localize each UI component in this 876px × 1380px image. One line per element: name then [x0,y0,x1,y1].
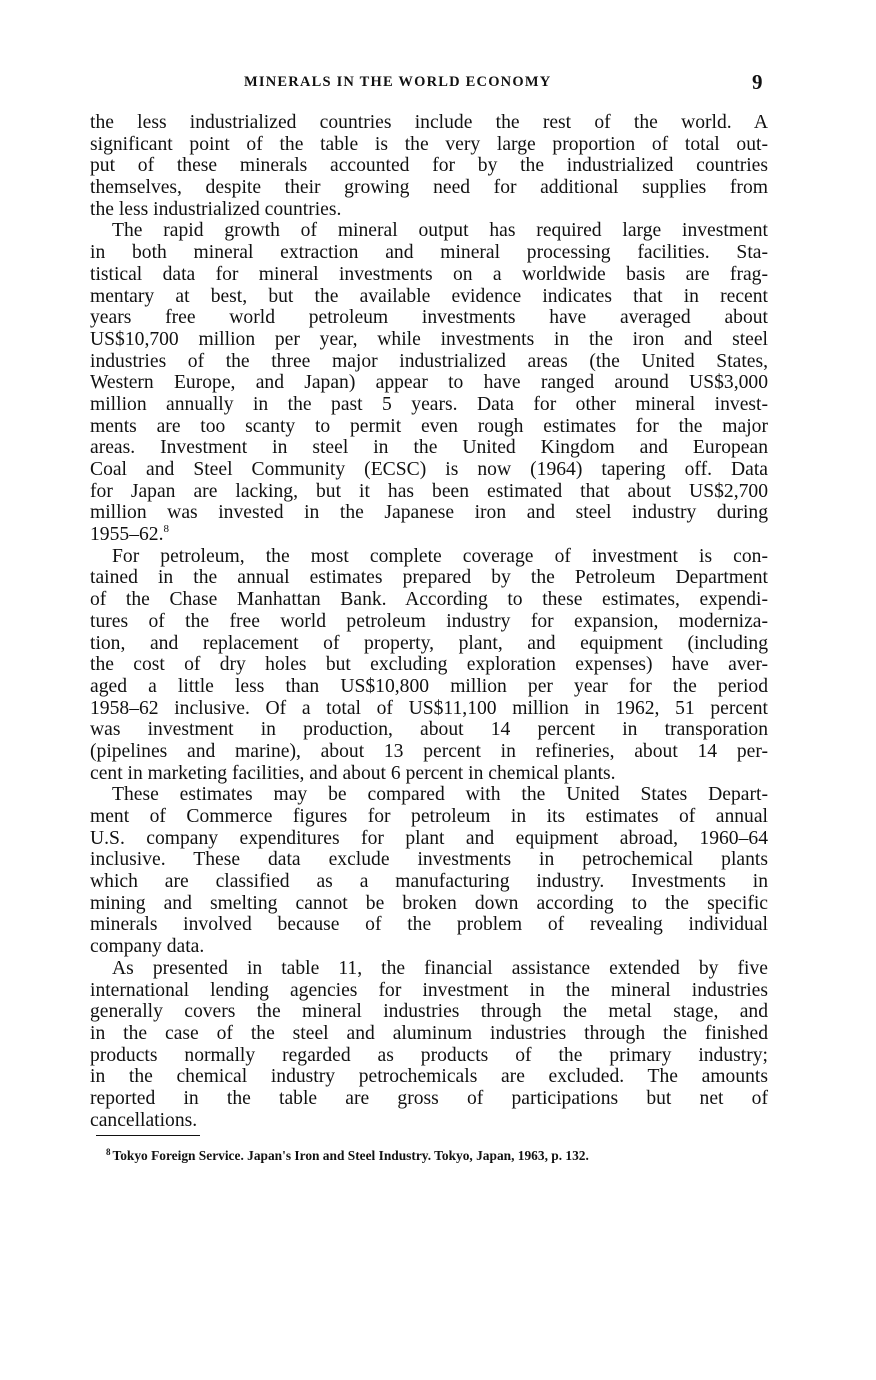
running-title: MINERALS IN THE WORLD ECONOMY [244,74,552,90]
text-line: was investment in production, about 14 percent in transporation [90,719,768,741]
text-line [90,524,768,546]
footnote-reference: 8 [163,523,169,536]
text-line: US$10,700 million per year, while investments in the iron and steel [90,328,768,350]
text-line: tion, and replacement of property, plant, and equipment (including [90,632,768,654]
footnote [106,1142,772,1166]
paragraph [90,220,768,545]
running-header [0,70,876,94]
text-line: For petroleum, the most complete coverage of investment is con- [112,545,768,567]
text-line: international lending agencies for investment in the mineral industries [90,979,768,1001]
paragraph [90,546,768,785]
text-line: aged a little less than US$10,800 million per year for the period [90,675,768,697]
text-line: These estimates may be compared with the United States Depart- [112,784,768,806]
text-line: reported in the table are gross of participations but net of [90,1087,768,1109]
text-line: for Japan are lacking, but it has been estimated that about US$2,700 [90,480,768,502]
text-line: cent in marketing facilities, and about 6 percent in chemical plants. [90,762,616,784]
body-text [90,112,768,1131]
paragraph [90,784,768,958]
text-line: mentary at best, but the available evidence indicates that in recent [90,285,768,307]
text-line: themselves, despite their growing need for additional supplies from [90,177,768,199]
text-line: mining and smelting cannot be broken down according to the specific [90,892,768,914]
page-number: 9 [752,70,763,94]
text-line: tures of the free world petroleum industry for expansion, moderniza- [90,610,768,632]
footnote-mark: 8 [106,1147,111,1157]
text-line: inclusive. These data exclude investments in petrochemical plants [90,849,768,871]
text-line: in the case of the steel and aluminum industries through the finished [90,1022,768,1044]
paragraph [90,112,768,220]
text-line: ment of Commerce figures for petroleum in its estimates of annual [90,806,768,827]
text-line: areas. Investment in steel in the United Kingdom and European [90,437,768,459]
text-line: the cost of dry holes but excluding exploration expenses) have aver- [90,654,768,676]
text-line: the less industrialized countries. [90,198,342,220]
text-line: in the chemical industry petrochemicals are excluded. The amounts [90,1066,768,1088]
text-line: million was invested in the Japanese iron and steel industry during [90,502,768,524]
footnote-divider [96,1135,200,1136]
text-line: which are classified as a manufacturing industry. Investments in [90,871,768,893]
text-line: tained in the annual estimates prepared by the Petroleum Department [90,567,768,589]
text-line: ments are too scanty to permit even rough estimates for the major [90,415,768,437]
text-line: the less industrialized countries include the rest of the world. A [90,112,768,133]
text-line: Western Europe, and Japan) appear to have ranged around US$3,000 [90,372,768,394]
text-line: 1958–62 inclusive. Of a total of US$11,100 million in 1962, 51 percent [90,697,768,719]
text-line: cancellations. [90,1109,198,1131]
text-line: of the Chase Manhattan Bank. According to these estimates, expendi- [90,589,768,611]
text-line: years free world petroleum investments have averaged about [90,307,768,329]
text-line: The rapid growth of mineral output has required large investment [112,220,768,242]
text-line: in both mineral extraction and mineral processing facilities. Sta- [90,242,768,264]
text-line: industries of the three major industrialized areas (the United States, [90,350,768,372]
text-line: put of these minerals accounted for by the industrialized countries [90,155,768,177]
text-line-content: 1955–62. [90,524,164,546]
text-line: U.S. company expenditures for plant and equipment abroad, 1960–64 [90,827,768,849]
text-line: generally covers the mineral industries through the metal stage, and [90,1001,768,1023]
text-line: minerals involved because of the problem of revealing individual [90,914,768,936]
text-line: company data. [90,936,205,958]
text-line: significant point of the table is the very large proportion of total out- [90,133,768,155]
text-line: (pipelines and marine), about 13 percent in refineries, about 14 per- [90,740,768,762]
text-line: tistical data for mineral investments on a worldwide basis are frag- [90,263,768,285]
text-line: products normally regarded as products of the primary industry; [90,1044,768,1066]
text-line: Coal and Steel Community (ECSC) is now (1964) tapering off. Data [90,459,768,480]
text-line: million annually in the past 5 years. Data for other mineral invest- [90,393,768,415]
paragraph [90,958,768,1132]
text-line: As presented in table 11, the financial assistance extended by five [112,957,768,979]
footnote-text: Tokyo Foreign Service. Japan's Iron and Steel Industry. Tokyo, Japan, 1963, p. 132. [112,1148,589,1163]
